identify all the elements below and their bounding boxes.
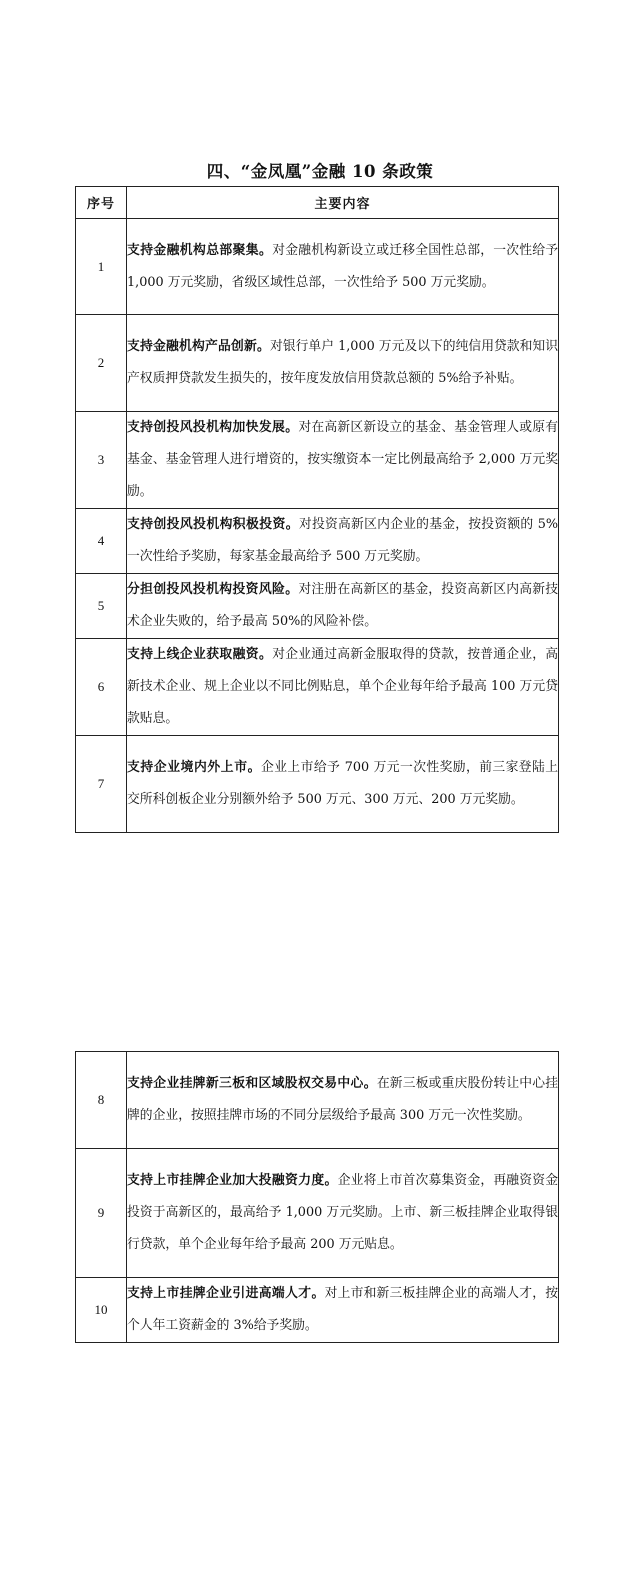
table-row xyxy=(76,639,559,736)
row-content xyxy=(127,509,559,574)
row-text: 对注册在高新区的基金，投资高新区内高新技术企业失败的，给予最高 50%的风险补偿。 xyxy=(127,582,558,629)
row-content xyxy=(127,1278,559,1343)
table-row xyxy=(76,1052,559,1149)
row-lead: 分担创投风投机构投资风险。 xyxy=(127,582,299,597)
row-text: 企业上市给予 700 万元一次性奖励，前三家登陆上交所科创板企业分别额外给予 500 万元、300 万元、200 万元奖励。 xyxy=(127,760,559,807)
document-title: 四、“金凤凰”金融 10 条政策 xyxy=(206,162,434,181)
row-lead: 支持创投风投机构积极投资。 xyxy=(127,517,299,532)
row-content xyxy=(127,412,559,509)
row-lead: 支持企业挂牌新三板和区域股权交易中心。 xyxy=(127,1076,377,1091)
table-header-row xyxy=(76,187,559,219)
row-number: 3 xyxy=(76,412,127,509)
table-row xyxy=(76,219,559,315)
row-content xyxy=(127,315,559,412)
row-number: 2 xyxy=(76,315,127,412)
policy-table-part-1 xyxy=(75,186,559,833)
row-text: 对银行单户 1,000 万元及以下的纯信用贷款和知识产权质押贷款发生损失的，按年度发放信用贷款总额的 5%给予补贴。 xyxy=(127,339,558,386)
row-lead: 支持上线企业获取融资。 xyxy=(127,647,273,662)
row-text: 对在高新区新设立的基金、基金管理人或原有基金、基金管理人进行增资的，按实缴资本一定比例最高给予 2,000 万元奖励。 xyxy=(127,420,558,499)
row-text: 对投资高新区内企业的基金，按投资额的 5%一次性给予奖励，每家基金最高给予 500 万元奖励。 xyxy=(127,517,558,564)
table-row xyxy=(76,1278,559,1343)
table-row xyxy=(76,574,559,639)
row-content xyxy=(127,219,559,315)
row-number: 5 xyxy=(76,574,127,639)
table-row xyxy=(76,315,559,412)
row-number: 9 xyxy=(76,1149,127,1278)
policy-table-part-2 xyxy=(75,1051,559,1343)
row-text: 在新三板或重庆股份转让中心挂牌的企业，按照挂牌市场的不同分层级给予最高 300 万元一次性奖励。 xyxy=(127,1076,559,1123)
row-text: 对金融机构新设立或迁移全国性总部，一次性给予 1,000 万元奖励，省级区域性总部，一次性给予 500 万元奖励。 xyxy=(127,242,558,290)
table-row xyxy=(76,1149,559,1278)
row-lead: 支持金融机构总部聚集。 xyxy=(127,242,273,258)
row-text: 企业将上市首次募集资金，再融资资金投资于高新区的，最高给予 1,000 万元奖励。上市、新三板挂牌企业取得银行贷款，单个企业每年给予最高 200 万元贴息。 xyxy=(127,1173,558,1252)
row-lead: 支持上市挂牌企业引进高端人才。 xyxy=(127,1286,325,1301)
table-row xyxy=(76,509,559,574)
row-number: 8 xyxy=(76,1052,127,1149)
row-content xyxy=(127,574,559,639)
row-content xyxy=(127,639,559,736)
row-number: 1 xyxy=(76,219,127,315)
row-number: 6 xyxy=(76,639,127,736)
row-lead: 支持创投风投机构加快发展。 xyxy=(127,420,299,435)
table-row xyxy=(76,736,559,833)
row-content xyxy=(127,1052,559,1149)
row-lead: 支持企业境内外上市。 xyxy=(127,760,262,775)
row-content xyxy=(127,736,559,833)
row-number: 10 xyxy=(76,1278,127,1343)
row-lead: 支持金融机构产品创新。 xyxy=(127,339,271,354)
row-text: 对企业通过高新金服取得的贷款，按普通企业，高新技术企业、规上企业以不同比例贴息，单个企业每年给予最高 100 万元贷款贴息。 xyxy=(127,647,558,726)
header-main-content: 主要内容 xyxy=(127,187,559,219)
table-row xyxy=(76,412,559,509)
row-number: 7 xyxy=(76,736,127,833)
row-text: 对上市和新三板挂牌企业的高端人才，按个人年工资薪金的 3%给予奖励。 xyxy=(127,1286,559,1333)
row-content xyxy=(127,1149,559,1278)
row-lead: 支持上市挂牌企业加大投融资力度。 xyxy=(127,1173,338,1188)
row-number: 4 xyxy=(76,509,127,574)
header-serial-number: 序号 xyxy=(76,187,127,219)
